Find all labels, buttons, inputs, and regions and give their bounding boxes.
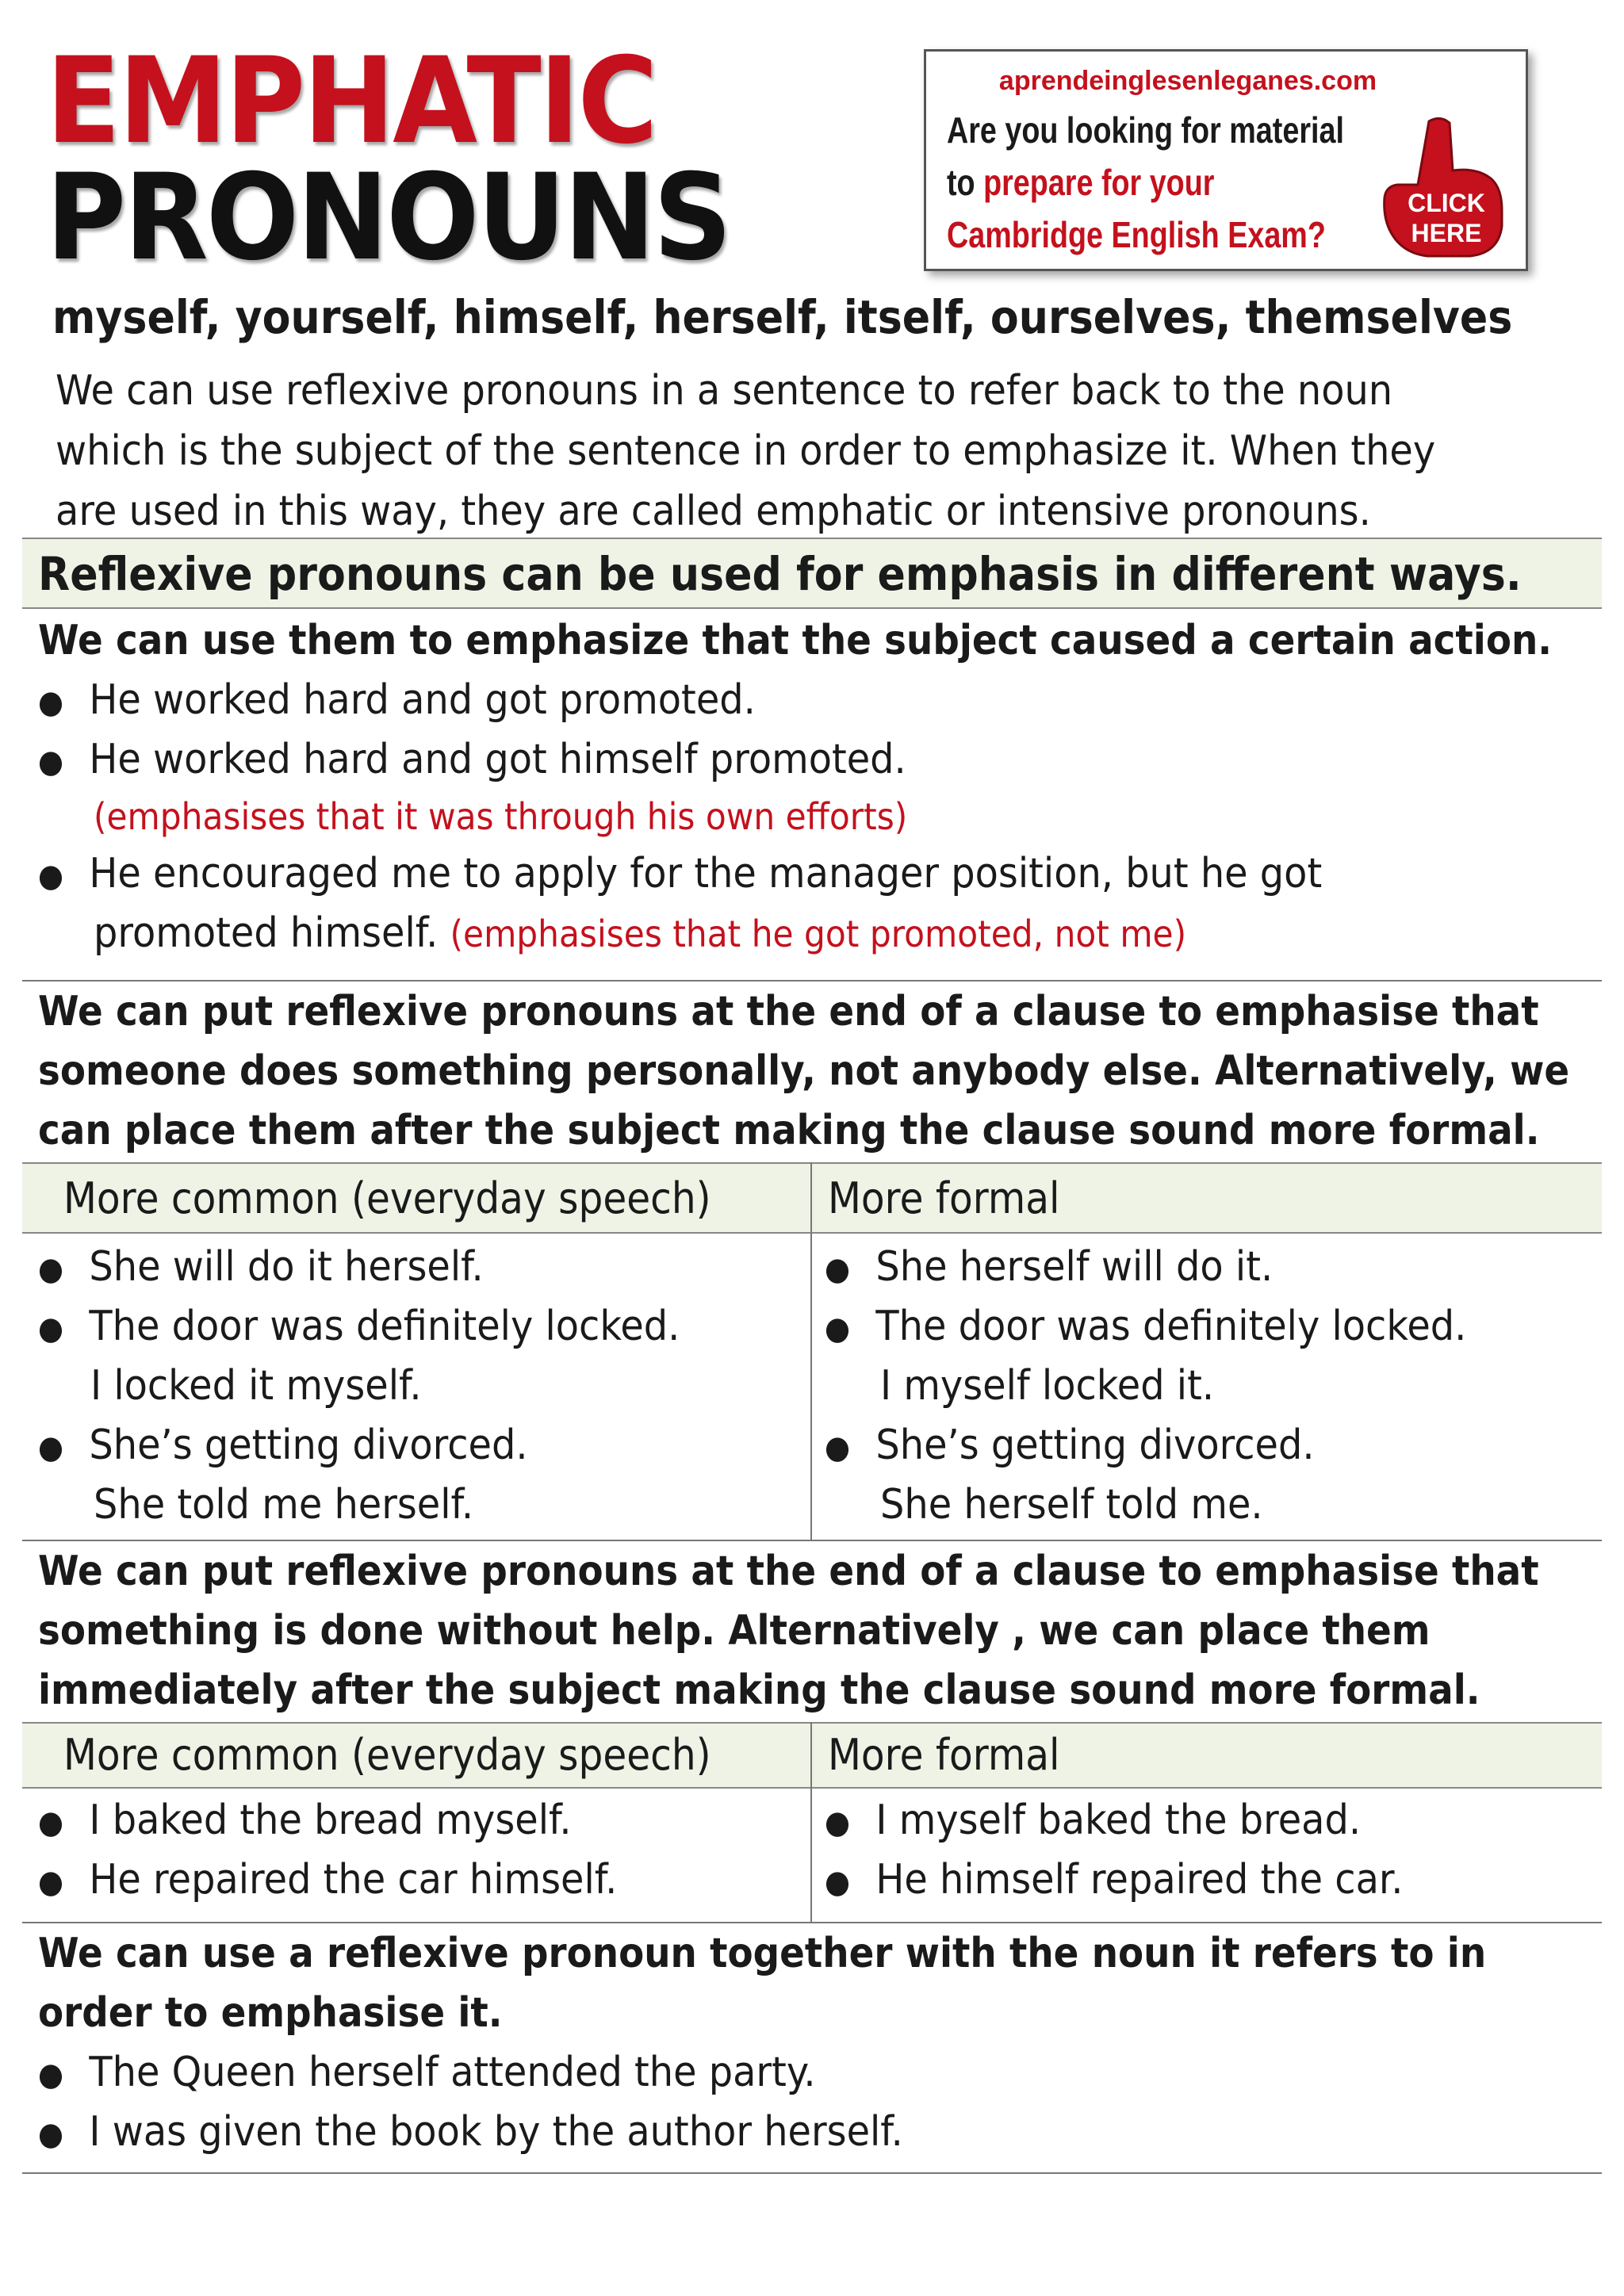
table-cell: ● The door was definitely locked.	[38, 1303, 680, 1350]
col-common-header: More common (everyday speech)	[63, 1730, 711, 1780]
click-label: CLICK	[1408, 189, 1485, 217]
band-heading: Reflexive pronouns can be used for emphasis in different ways.	[38, 547, 1522, 601]
column-divider	[810, 1722, 812, 1922]
col-formal-header: More formal	[828, 1730, 1060, 1780]
col-common-header: More common (everyday speech)	[63, 1173, 711, 1223]
table-cell: ● The door was definitely locked.	[825, 1303, 1467, 1350]
list-item: ● The Queen herself attended the party.	[38, 2049, 816, 2096]
table-cell: ● I myself baked the bread.	[825, 1797, 1362, 1844]
section4-heading-line: order to emphasise it.	[38, 1989, 503, 2037]
cambridge-ad-banner[interactable]	[924, 49, 1528, 271]
table-cell: ● He repaired the car himself.	[38, 1856, 618, 1904]
section2-heading-line: We can put reflexive pronouns at the end of a clause to emphasise that	[38, 988, 1539, 1035]
table-cell: She herself told me.	[880, 1481, 1263, 1529]
table-cell: ● She will do it herself.	[38, 1243, 484, 1291]
col-formal-header: More formal	[828, 1173, 1060, 1223]
column-divider	[810, 1162, 812, 1540]
section-band	[22, 538, 1602, 609]
ad-line-2: to prepare for your	[947, 162, 1215, 203]
section2-heading-line: can place them after the subject making the clause sound more formal.	[38, 1107, 1540, 1154]
table-cell: ● I baked the bread myself.	[38, 1797, 572, 1844]
table-cell: ● She herself will do it.	[825, 1243, 1274, 1291]
title-pronouns: PRONOUNS	[46, 149, 730, 287]
intro-line: are used in this way, they are called emphatic or intensive pronouns.	[56, 488, 1371, 535]
list-item: ● I was given the book by the author herself.	[38, 2108, 903, 2156]
section3-heading-line: immediately after the subject making the clause sound more formal.	[38, 1667, 1480, 1714]
table-cell: She told me herself.	[94, 1481, 474, 1529]
section1-heading: We can use them to emphasize that the subject caused a certain action.	[38, 617, 1553, 664]
table-cell: ● He himself repaired the car.	[825, 1856, 1404, 1904]
table-header	[22, 1722, 1602, 1789]
divider	[22, 2172, 1602, 2174]
table-cell: I myself locked it.	[880, 1362, 1215, 1410]
ad-site-link[interactable]: aprendeinglesenleganes.com	[998, 66, 1377, 96]
list-item: ● He worked hard and got himself promoted.	[38, 736, 906, 783]
section3-heading-line: something is done without help. Alternatively , we can place them	[38, 1607, 1431, 1655]
table-cell: ● She’s getting divorced.	[38, 1422, 528, 1469]
intro-line: We can use reflexive pronouns in a sentence to refer back to the noun	[56, 367, 1393, 415]
title-emphatic: EMPHATIC	[46, 33, 657, 170]
list-item: ● He encouraged me to apply for the manager position, but he got	[38, 850, 1323, 897]
pronoun-list: myself, yourself, himself, herself, itself, ourselves, themselves	[52, 290, 1513, 344]
table-cell: I locked it myself.	[90, 1362, 422, 1410]
here-label: HERE	[1411, 219, 1482, 247]
ad-line-1: Are you looking for material	[947, 109, 1344, 151]
intro-line: which is the subject of the sentence in order to emphasize it. When they	[56, 427, 1436, 475]
table-cell: ● She’s getting divorced.	[825, 1422, 1315, 1469]
intro-paragraph	[56, 361, 1442, 541]
ad-line-3: Cambridge English Exam?	[947, 214, 1326, 255]
section3-heading-line: We can put reflexive pronouns at the end of a clause to emphasise that	[38, 1548, 1539, 1595]
section2-heading-line: someone does something personally, not anybody else. Alternatively, we	[38, 1047, 1570, 1095]
section4-heading-line: We can use a reflexive pronoun together with the noun it refers to in	[38, 1930, 1487, 1977]
table-header	[22, 1162, 1602, 1234]
click-here-button[interactable]	[1380, 115, 1507, 258]
section1-note: (emphasises that it was through his own efforts)	[94, 795, 908, 838]
list-item: ● He worked hard and got promoted.	[38, 676, 756, 724]
list-item-continuation: promoted himself. (emphasises that he got promoted, not me)	[94, 909, 1187, 957]
